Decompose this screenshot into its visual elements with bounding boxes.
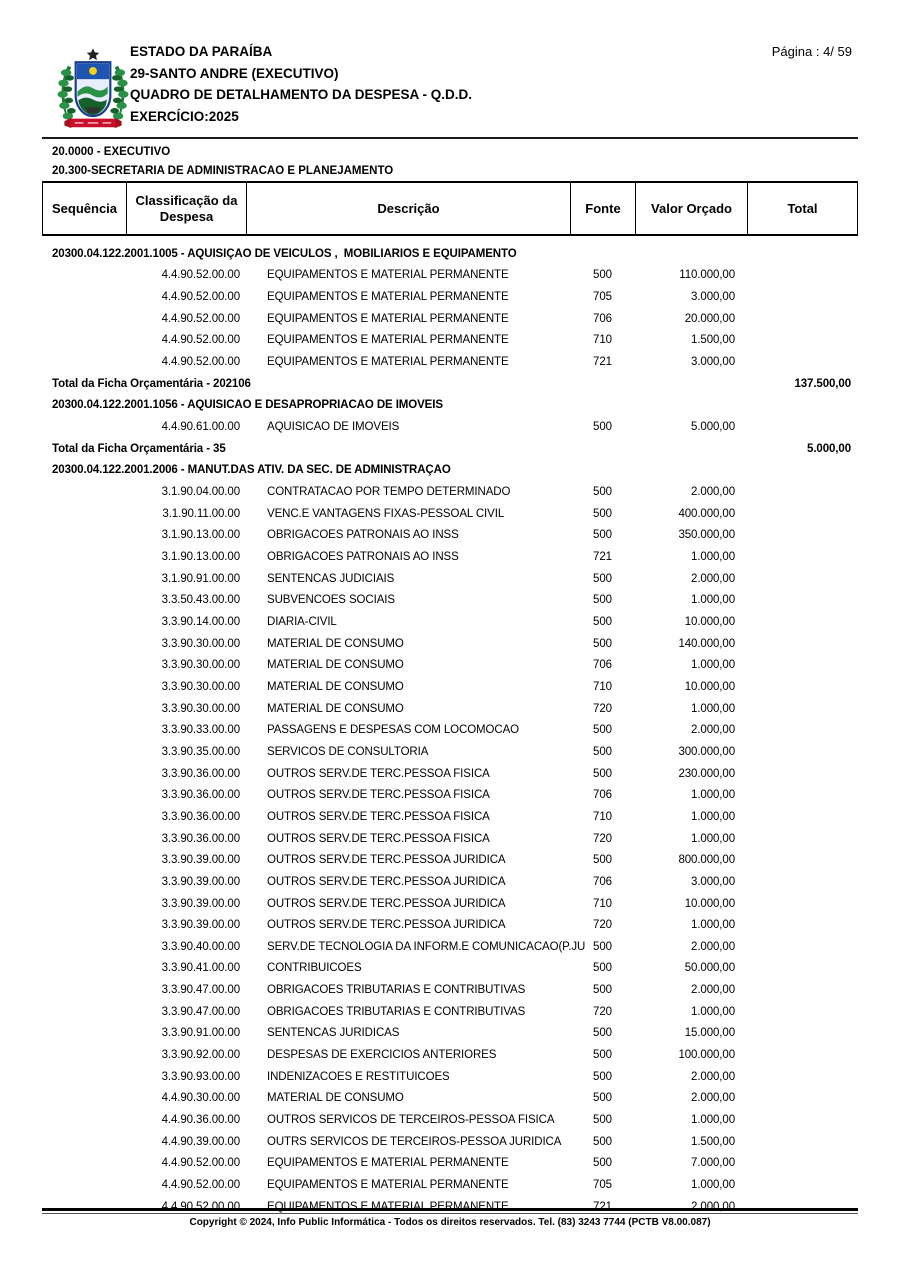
classification-code: 3.3.90.47.00.00 (161, 1005, 240, 1018)
expense-item-row (42, 1153, 858, 1175)
fonte-value: 500 (593, 724, 612, 737)
valor-orcado-value: 1.000,00 (691, 659, 735, 672)
valor-orcado-value: 1.000,00 (691, 1114, 735, 1127)
expense-description: CONTRATACAO POR TEMPO DETERMINADO (267, 486, 511, 499)
fonte-value: 500 (593, 854, 612, 867)
section-header-row (42, 395, 858, 417)
fonte-value: 721 (593, 1200, 612, 1213)
classification-code: 4.4.90.52.00.00 (161, 312, 240, 325)
fonte-value: 500 (593, 1135, 612, 1148)
expense-item-row (42, 849, 858, 871)
section-header-row (42, 243, 858, 265)
expense-item-row (42, 568, 858, 590)
expense-description: OUTROS SERV.DE TERC.PESSOA JURIDICA (267, 854, 506, 867)
fonte-value: 720 (593, 1005, 612, 1018)
column-header-classificacao: Classificação da Despesa (126, 183, 246, 234)
valor-orcado-value: 1.000,00 (691, 702, 735, 715)
fonte-value: 500 (593, 1027, 612, 1040)
classification-code: 3.3.90.36.00.00 (161, 789, 240, 802)
expense-item-row (42, 893, 858, 915)
classification-code: 4.4.90.52.00.00 (161, 1157, 240, 1170)
expense-description: OUTROS SERV.DE TERC.PESSOA FISICA (267, 832, 490, 845)
expense-item-row (42, 958, 858, 980)
valor-orcado-value: 140.000,00 (678, 637, 735, 650)
fonte-value: 500 (593, 1114, 612, 1127)
fonte-value: 500 (593, 1070, 612, 1083)
expense-description: MATERIAL DE CONSUMO (267, 702, 404, 715)
classification-code: 3.3.90.39.00.00 (161, 897, 240, 910)
valor-orcado-value: 800.000,00 (678, 854, 735, 867)
entity-title: 29-SANTO ANDRE (EXECUTIVO) (130, 65, 339, 81)
fonte-value: 706 (593, 659, 612, 672)
expense-description: EQUIPAMENTOS E MATERIAL PERMANENTE (267, 312, 509, 325)
fonte-value: 500 (593, 486, 612, 499)
valor-orcado-value: 50.000,00 (684, 962, 735, 975)
column-header-descricao: Descrição (246, 183, 570, 234)
expense-description: OUTROS SERV.DE TERC.PESSOA FISICA (267, 767, 490, 780)
fonte-value: 500 (593, 529, 612, 542)
expense-description: AQUISICAO DE IMOVEIS (267, 421, 400, 434)
table-header-row (42, 181, 858, 236)
fonte-value: 500 (593, 269, 612, 282)
classification-code: 4.4.90.36.00.00 (161, 1114, 240, 1127)
total-value: 137.500,00 (794, 377, 851, 390)
expense-item-row (42, 914, 858, 936)
valor-orcado-value: 1.500,00 (691, 1135, 735, 1148)
state-title: ESTADO DA PARAÍBA (130, 44, 273, 59)
valor-orcado-value: 2.000,00 (691, 1070, 735, 1083)
expense-item-row (42, 330, 858, 352)
classification-code: 3.3.90.33.00.00 (161, 724, 240, 737)
classification-code: 3.3.90.41.00.00 (161, 962, 240, 975)
fonte-value: 500 (593, 572, 612, 585)
classification-code: 3.3.90.36.00.00 (161, 767, 240, 780)
expense-description: OBRIGACOES PATRONAIS AO INSS (267, 529, 459, 542)
valor-orcado-value: 300.000,00 (678, 745, 735, 758)
expense-description: MATERIAL DE CONSUMO (267, 659, 404, 672)
classification-code: 3.3.90.36.00.00 (161, 832, 240, 845)
expense-item-row (42, 1196, 858, 1218)
expense-description: EQUIPAMENTOS E MATERIAL PERMANENTE (267, 356, 509, 369)
expense-description: PASSAGENS E DESPESAS COM LOCOMOCAO (267, 724, 520, 737)
expense-item-row (42, 698, 858, 720)
expense-description: INDENIZACOES E RESTITUICOES (267, 1070, 450, 1083)
expense-item-row (42, 1109, 858, 1131)
valor-orcado-value: 1.000,00 (691, 1005, 735, 1018)
expense-item-row (42, 741, 858, 763)
expense-description: EQUIPAMENTOS E MATERIAL PERMANENTE (267, 291, 509, 304)
classification-code: 3.3.90.30.00.00 (161, 637, 240, 650)
expense-description: DIARIA-CIVIL (267, 615, 337, 628)
valor-orcado-value: 10.000,00 (684, 615, 735, 628)
classification-code: 4.4.90.61.00.00 (161, 421, 240, 434)
expense-description: OUTROS SERV.DE TERC.PESSOA JURIDICA (267, 875, 506, 888)
expense-description: DESPESAS DE EXERCICIOS ANTERIORES (267, 1049, 497, 1062)
expense-item-row (42, 828, 858, 850)
expense-item-row (42, 654, 858, 676)
expense-item-row (42, 308, 858, 330)
total-row (42, 438, 858, 460)
fonte-value: 720 (593, 702, 612, 715)
section-title: 20300.04.122.2001.1056 - AQUISICAO E DESAPROPRIACAO DE IMOVEIS (52, 399, 443, 412)
expense-description: SUBVENCOES SOCIAIS (267, 594, 395, 607)
report-header (130, 41, 472, 127)
classification-code: 3.3.90.14.00.00 (161, 615, 240, 628)
valor-orcado-value: 1.000,00 (691, 810, 735, 823)
classification-code: 3.3.90.92.00.00 (161, 1049, 240, 1062)
fonte-value: 500 (593, 594, 612, 607)
fonte-value: 705 (593, 291, 612, 304)
expense-item-row (42, 1066, 858, 1088)
total-value: 5.000,00 (807, 442, 851, 455)
fonte-value: 710 (593, 810, 612, 823)
valor-orcado-value: 10.000,00 (684, 680, 735, 693)
expense-description: OUTROS SERV.DE TERC.PESSOA JURIDICA (267, 919, 506, 932)
expense-item-row (42, 936, 858, 958)
classification-code: 3.3.90.39.00.00 (161, 919, 240, 932)
classification-code: 3.1.90.13.00.00 (161, 551, 240, 564)
fonte-value: 500 (593, 940, 612, 953)
copyright-notice: Copyright © 2024, Info Public Informática - Todos os direitos reservados. Tel. (83) 3243 7744 (PCTB V8.00.087) (189, 1217, 711, 1228)
expense-item-row (42, 763, 858, 785)
classification-code: 3.3.90.35.00.00 (161, 745, 240, 758)
section-header-row (42, 460, 858, 482)
valor-orcado-value: 2.000,00 (691, 984, 735, 997)
fonte-value: 706 (593, 875, 612, 888)
valor-orcado-value: 10.000,00 (684, 897, 735, 910)
fonte-value: 500 (593, 1049, 612, 1062)
valor-orcado-value: 5.000,00 (691, 421, 735, 434)
valor-orcado-value: 110.000,00 (679, 269, 735, 282)
expense-item-row (42, 265, 858, 287)
column-header-fonte: Fonte (570, 183, 635, 234)
fonte-value: 500 (593, 767, 612, 780)
fonte-value: 706 (593, 312, 612, 325)
expense-item-row (42, 871, 858, 893)
expense-description: CONTRIBUICOES (267, 962, 362, 975)
total-label: Total da Ficha Orçamentária - 202106 (52, 377, 251, 390)
org-unit: 20.300-SECRETARIA DE ADMINISTRACAO E PLANEJAMENTO (52, 164, 394, 177)
expense-description: MATERIAL DE CONSUMO (267, 637, 404, 650)
expense-item-row (42, 1023, 858, 1045)
section-title: 20300.04.122.2001.2006 - MANUT.DAS ATIV. DA SEC. DE ADMINISTRAÇAO (52, 464, 451, 477)
expense-description: OBRIGACOES TRIBUTARIAS E CONTRIBUTIVAS (267, 1005, 526, 1018)
fonte-value: 500 (593, 1092, 612, 1105)
classification-code: 3.3.90.47.00.00 (161, 984, 240, 997)
valor-orcado-value: 100.000,00 (678, 1049, 735, 1062)
classification-code: 3.3.90.93.00.00 (161, 1070, 240, 1083)
classification-code: 3.1.90.91.00.00 (161, 572, 240, 585)
expense-item-row (42, 286, 858, 308)
valor-orcado-value: 2.000,00 (691, 1200, 735, 1213)
fonte-value: 500 (593, 1157, 612, 1170)
fonte-value: 705 (593, 1179, 612, 1192)
valor-orcado-value: 2.000,00 (691, 486, 735, 499)
valor-orcado-value: 1.000,00 (691, 551, 735, 564)
org-block (52, 143, 393, 180)
fonte-value: 710 (593, 897, 612, 910)
section-title: 20300.04.122.2001.1005 - AQUISIÇAO DE VEICULOS , MOBILIARIOS E EQUIPAMENTO (52, 247, 517, 260)
valor-orcado-value: 400.000,00 (678, 507, 735, 520)
report-title: QUADRO DE DETALHAMENTO DA DESPESA - Q.D.D. (130, 87, 473, 102)
fonte-value: 500 (593, 507, 612, 520)
fonte-value: 500 (593, 421, 612, 434)
expense-item-row (42, 633, 858, 655)
table-body (42, 243, 858, 1218)
valor-orcado-value: 2.000,00 (691, 724, 735, 737)
classification-code: 3.3.90.30.00.00 (161, 659, 240, 672)
column-header-sequencia: Sequência (42, 183, 126, 234)
valor-orcado-value: 230.000,00 (678, 767, 735, 780)
expense-item-row (42, 1131, 858, 1153)
column-header-valor-orcado: Valor Orçado (635, 183, 747, 234)
fonte-value: 710 (593, 334, 612, 347)
expense-description: EQUIPAMENTOS E MATERIAL PERMANENTE (267, 1157, 509, 1170)
valor-orcado-value: 1.000,00 (691, 1179, 735, 1192)
expense-description: OUTRS SERVICOS DE TERCEIROS-PESSOA JURIDICA (267, 1135, 562, 1148)
valor-orcado-value: 15.000,00 (684, 1027, 735, 1040)
fonte-value: 500 (593, 745, 612, 758)
classification-code: 3.3.90.91.00.00 (161, 1027, 240, 1040)
classification-code: 3.3.90.39.00.00 (161, 875, 240, 888)
expense-description: MATERIAL DE CONSUMO (267, 680, 404, 693)
classification-code: 4.4.90.52.00.00 (161, 1200, 240, 1213)
classification-code: 3.1.90.04.00.00 (161, 486, 240, 499)
fonte-value: 500 (593, 962, 612, 975)
fonte-value: 720 (593, 919, 612, 932)
valor-orcado-value: 1.000,00 (691, 919, 735, 932)
expense-item-row (42, 525, 858, 547)
org-power: 20.0000 - EXECUTIVO (52, 146, 171, 158)
expense-description: OUTROS SERV.DE TERC.PESSOA JURIDICA (267, 897, 506, 910)
expense-description: OBRIGACOES PATRONAIS AO INSS (267, 551, 459, 564)
paraiba-coat-of-arms-icon (54, 46, 132, 134)
expense-description: SENTENCAS JURIDICAS (267, 1027, 400, 1040)
fonte-value: 500 (593, 637, 612, 650)
expense-item-row (42, 351, 858, 373)
fonte-value: 500 (593, 615, 612, 628)
valor-orcado-value: 2.000,00 (691, 1092, 735, 1105)
fonte-value: 721 (593, 356, 612, 369)
fonte-value: 720 (593, 832, 612, 845)
expense-description: SENTENCAS JUDICIAIS (267, 572, 395, 585)
classification-code: 3.3.90.39.00.00 (161, 854, 240, 867)
fonte-value: 706 (593, 789, 612, 802)
classification-code: 3.3.90.36.00.00 (161, 810, 240, 823)
classification-code: 4.4.90.52.00.00 (161, 291, 240, 304)
classification-code: 3.3.90.40.00.00 (161, 940, 240, 953)
expense-item-row (42, 481, 858, 503)
expense-description: SERV.DE TECNOLOGIA DA INFORM.E COMUNICACAO(P.JU (267, 940, 586, 953)
expense-description: VENC.E VANTAGENS FIXAS-PESSOAL CIVIL (267, 507, 505, 520)
classification-code: 3.1.90.11.00.00 (162, 507, 240, 520)
header-divider-rule (42, 137, 858, 139)
expense-item-row (42, 1088, 858, 1110)
expense-description: OUTROS SERV.DE TERC.PESSOA FISICA (267, 810, 490, 823)
valor-orcado-value: 3.000,00 (691, 291, 735, 304)
expense-description: MATERIAL DE CONSUMO (267, 1092, 404, 1105)
footer-divider-rule (42, 1208, 858, 1214)
valor-orcado-value: 1.000,00 (691, 594, 735, 607)
valor-orcado-value: 20.000,00 (684, 312, 735, 325)
valor-orcado-value: 2.000,00 (691, 940, 735, 953)
fonte-value: 710 (593, 680, 612, 693)
expense-item-row (42, 590, 858, 612)
classification-code: 4.4.90.30.00.00 (161, 1092, 240, 1105)
expense-description: SERVICOS DE CONSULTORIA (267, 745, 429, 758)
expense-description: EQUIPAMENTOS E MATERIAL PERMANENTE (267, 269, 509, 282)
fonte-value: 721 (593, 551, 612, 564)
valor-orcado-value: 350.000,00 (678, 529, 735, 542)
expense-item-row (42, 546, 858, 568)
total-label: Total da Ficha Orçamentária - 35 (52, 442, 226, 455)
expense-description: EQUIPAMENTOS E MATERIAL PERMANENTE (267, 1200, 509, 1213)
valor-orcado-value: 1.500,00 (691, 334, 735, 347)
valor-orcado-value: 1.000,00 (691, 832, 735, 845)
expense-item-row (42, 416, 858, 438)
expense-item-row (42, 1001, 858, 1023)
classification-code: 4.4.90.52.00.00 (161, 1179, 240, 1192)
classification-code: 4.4.90.52.00.00 (161, 356, 240, 369)
classification-code: 3.1.90.13.00.00 (161, 529, 240, 542)
expense-item-row (42, 611, 858, 633)
valor-orcado-value: 2.000,00 (691, 572, 735, 585)
column-header-total: Total (747, 183, 858, 234)
expense-item-row (42, 503, 858, 525)
expense-item-row (42, 979, 858, 1001)
expense-description: OUTROS SERVICOS DE TERCEIROS-PESSOA FISICA (267, 1114, 555, 1127)
expense-description: EQUIPAMENTOS E MATERIAL PERMANENTE (267, 1179, 509, 1192)
fonte-value: 500 (593, 984, 612, 997)
valor-orcado-value: 1.000,00 (691, 789, 735, 802)
classification-code: 3.3.90.30.00.00 (161, 702, 240, 715)
classification-code: 3.3.90.30.00.00 (161, 680, 240, 693)
valor-orcado-value: 7.000,00 (691, 1157, 735, 1170)
classification-code: 4.4.90.52.00.00 (161, 334, 240, 347)
expense-item-row (42, 1174, 858, 1196)
classification-code: 4.4.90.39.00.00 (161, 1135, 240, 1148)
classification-code: 3.3.50.43.00.00 (161, 594, 240, 607)
expense-item-row (42, 806, 858, 828)
exercise-label: EXERCÍCIO:2025 (130, 108, 239, 124)
expense-description: OBRIGACOES TRIBUTARIAS E CONTRIBUTIVAS (267, 984, 526, 997)
classification-code: 4.4.90.52.00.00 (161, 269, 240, 282)
expense-description: EQUIPAMENTOS E MATERIAL PERMANENTE (267, 334, 509, 347)
valor-orcado-value: 3.000,00 (691, 875, 735, 888)
expense-item-row (42, 784, 858, 806)
expense-item-row (42, 1044, 858, 1066)
expense-item-row (42, 676, 858, 698)
expense-item-row (42, 719, 858, 741)
valor-orcado-value: 3.000,00 (691, 356, 735, 369)
expense-description: OUTROS SERV.DE TERC.PESSOA FISICA (267, 789, 490, 802)
total-row (42, 373, 858, 395)
page-number: Página : 4/ 59 (771, 44, 852, 59)
